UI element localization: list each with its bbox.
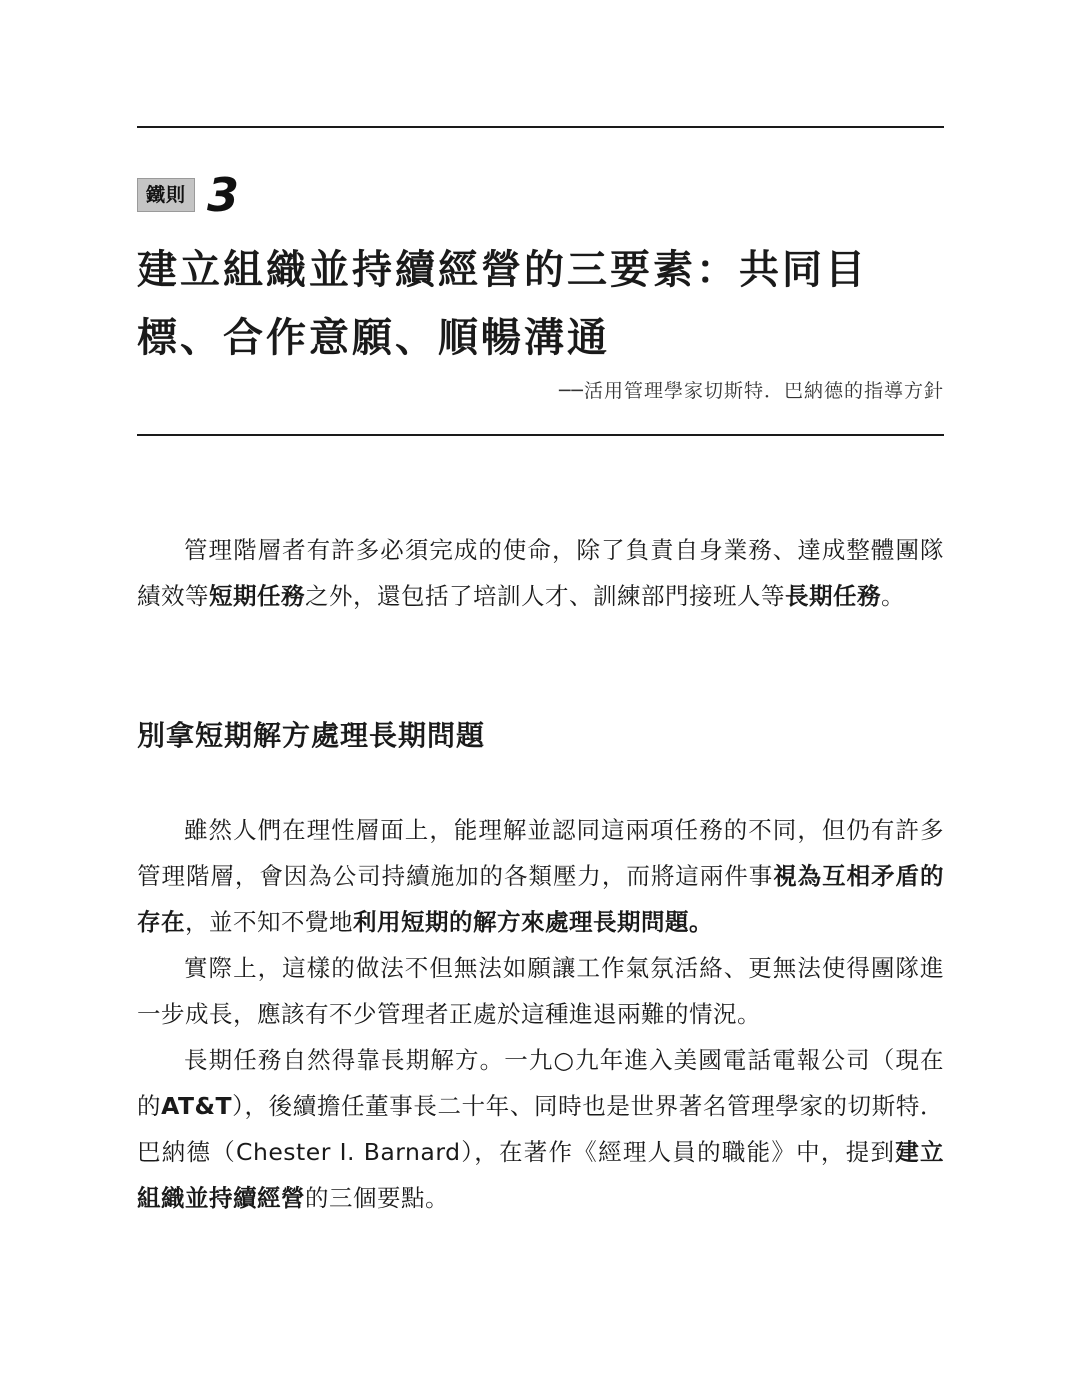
bottom-divider <box>137 434 944 436</box>
top-divider <box>137 126 944 128</box>
p1-text-1: 雖然人們在理性層面上，能理解並認同這兩項任務的不同，但仍有許多管理階層，會因為公司持續施加的各類壓力，而將這兩件事 <box>137 816 944 890</box>
p1-bold-2: 利用短期的解方來處理長期問題。 <box>353 908 713 936</box>
chapter-subtitle: ──活用管理學家切斯特．巴納德的指導方針 <box>559 380 944 402</box>
p3-text-3: 的三個要點。 <box>305 1184 449 1212</box>
section-heading: 別拿短期解方處理長期問題 <box>137 719 486 752</box>
p3-bold-1: AT&T <box>161 1092 233 1120</box>
intro-text-1: 管理階層者有許多必須完成的使命，除了負責自身業務、達成整體團隊績效等 <box>137 536 944 610</box>
chapter-title: 建立組織並持續經營的三要素：共同目標、合作意願、順暢溝通 <box>137 247 868 361</box>
paragraph-3 <box>137 1037 944 1221</box>
intro-bold-1: 短期任務 <box>209 582 305 610</box>
chapter-marker <box>137 168 240 222</box>
p3-text-2: ），後續擔任董事長二十年、同時也是世界著名管理學家的切斯特．巴納德（Chester I. Barnard），在著作《經理人員的職能》中，提到 <box>137 1092 945 1166</box>
p1-bold-1: 視為互相矛盾的存在 <box>137 862 944 936</box>
chapter-label: 鐵則 <box>137 178 195 212</box>
p3-text-1: 長期任務自然得靠長期解方。一九○九年進入美國電話電報公司（現在的 <box>137 1046 944 1120</box>
p1-text-2: ，並不知不覺地 <box>185 908 353 936</box>
intro-bold-2: 長期任務 <box>785 582 881 610</box>
paragraph-2: 實際上，這樣的做法不但無法如願讓工作氣氛活絡、更無法使得團隊進一步成長，應該有不少管理者正處於這種進退兩難的情況。 <box>137 954 944 1028</box>
p3-bold-2: 建立組織並持續經營 <box>137 1138 944 1212</box>
intro-text-3: 。 <box>881 582 905 610</box>
intro-paragraph <box>137 527 944 619</box>
main-section <box>137 807 944 1221</box>
paragraph-1 <box>137 807 944 945</box>
intro-text-2: 之外，還包括了培訓人才、訓練部門接班人等 <box>305 582 785 610</box>
chapter-number: 3 <box>207 168 240 222</box>
intro-section <box>137 527 944 619</box>
